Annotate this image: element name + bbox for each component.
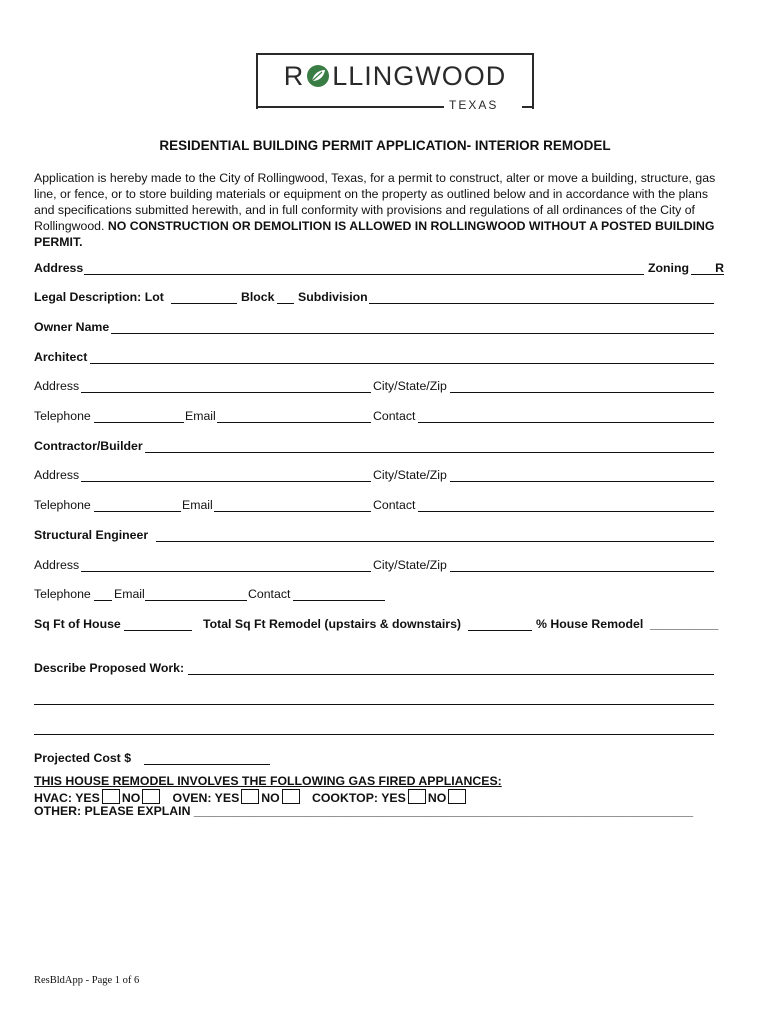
contractor-email-field[interactable]: [214, 498, 371, 512]
other-field[interactable]: _________________________________________________________________________: [193, 804, 694, 818]
engineer-contact-row: [34, 587, 434, 603]
engineer-address-row: [34, 558, 714, 574]
legal-row: [34, 290, 714, 306]
intro-warning: NO CONSTRUCTION OR DEMOLITION IS ALLOWED IN ROLLINGWOOD WITHOUT A POSTED BUILDING PERMIT.: [34, 219, 715, 249]
contractor-telephone-label: Telephone: [34, 498, 91, 512]
gas-options-row: [34, 789, 468, 805]
architect-address-row: [34, 379, 714, 395]
describe-line-2[interactable]: [34, 704, 714, 705]
architect-city-label: City/State/Zip: [373, 379, 447, 393]
architect-email-label: Email: [185, 409, 216, 423]
total-sqft-field[interactable]: [468, 617, 532, 631]
contractor-contact-row: [34, 498, 714, 514]
engineer-contact-field[interactable]: [293, 587, 385, 601]
architect-row: [34, 350, 714, 366]
block-label: Block: [241, 290, 275, 304]
engineer-city-field[interactable]: [450, 558, 714, 572]
engineer-telephone-label: Telephone: [34, 587, 91, 601]
architect-city-field[interactable]: [450, 379, 714, 393]
contractor-telephone-field[interactable]: [94, 498, 181, 512]
architect-contact-label: Contact: [373, 409, 416, 423]
legal-lot-label: Legal Description: Lot: [34, 290, 164, 304]
engineer-row: [34, 528, 714, 544]
page-title: RESIDENTIAL BUILDING PERMIT APPLICATION- INTERIOR REMODEL: [159, 138, 611, 153]
logo-baseline: [248, 98, 534, 112]
hvac-no-label: NO: [121, 791, 141, 805]
oven-no-checkbox[interactable]: [282, 789, 300, 804]
intro-text: Application is hereby made to the City of Rollingwood, Texas, for a permit to construct, alter or move a building, structure, gas line, or fence, or to store building materials or equipment on the property as outlined below and in accordance with the plans and specifications submitted herewith, and in full conformity with provisions and regulations of all ordinances of the City of Rollingwood.: [34, 171, 716, 233]
hvac-no-checkbox[interactable]: [142, 789, 160, 804]
contractor-address-field[interactable]: [81, 468, 371, 482]
engineer-email-field[interactable]: [145, 587, 247, 601]
cooktop-no-checkbox[interactable]: [448, 789, 466, 804]
engineer-email-label: Email: [114, 587, 145, 601]
engineer-contact-label: Contact: [248, 587, 291, 601]
sqft-row: [34, 617, 724, 633]
describe-label: Describe Proposed Work:: [34, 661, 185, 675]
architect-contact-row: [34, 409, 714, 425]
leaf-icon: [305, 64, 331, 88]
oven-no-label: NO: [261, 791, 280, 805]
contractor-contact-field[interactable]: [418, 498, 714, 512]
contractor-label: Contractor/Builder: [34, 439, 143, 453]
engineer-telephone-field[interactable]: [94, 587, 112, 601]
cost-field[interactable]: [144, 751, 270, 765]
owner-row: [34, 320, 714, 336]
engineer-field[interactable]: [156, 528, 714, 542]
oven-yes-checkbox[interactable]: [241, 789, 259, 804]
total-sqft-label: Total Sq Ft Remodel (upstairs & downstairs): [203, 617, 462, 631]
cooktop-no-label: NO: [427, 791, 447, 805]
cost-label: Projected Cost $: [34, 751, 132, 765]
zoning-label: Zoning: [648, 261, 689, 275]
address-label: Address: [34, 261, 84, 275]
contractor-row: [34, 439, 714, 455]
address-field[interactable]: [84, 261, 644, 275]
pct-field[interactable]: __________: [650, 617, 719, 631]
block-field[interactable]: [277, 290, 294, 304]
cooktop-yes-checkbox[interactable]: [408, 789, 426, 804]
architect-field[interactable]: [90, 350, 714, 364]
subdivision-label: Subdivision: [298, 290, 368, 304]
contractor-contact-label: Contact: [373, 498, 416, 512]
sqft-field[interactable]: [124, 617, 192, 631]
cost-row: [34, 751, 274, 767]
page-footer: ResBldApp - Page 1 of 6: [34, 975, 140, 986]
contractor-address-row: [34, 468, 714, 484]
architect-telephone-label: Telephone: [34, 409, 91, 423]
hvac-yes-label: HVAC: YES: [34, 791, 100, 805]
zoning-value: R: [715, 261, 724, 275]
address-row: [34, 261, 724, 277]
contractor-city-label: City/State/Zip: [373, 468, 447, 482]
other-label: OTHER: PLEASE EXPLAIN: [34, 804, 191, 818]
engineer-label: Structural Engineer: [34, 528, 149, 542]
owner-field[interactable]: [111, 320, 714, 334]
architect-address-field[interactable]: [81, 379, 371, 393]
engineer-city-label: City/State/Zip: [373, 558, 447, 572]
cooktop-yes-label: COOKTOP: YES: [311, 791, 406, 805]
describe-row: [34, 661, 714, 677]
architect-address-label: Address: [34, 379, 80, 393]
logo-letter-r: R: [283, 61, 305, 91]
engineer-address-label: Address: [34, 558, 80, 572]
hvac-yes-checkbox[interactable]: [102, 789, 120, 804]
subdivision-field[interactable]: [369, 290, 714, 304]
engineer-address-field[interactable]: [81, 558, 371, 572]
sqft-label: Sq Ft of House: [34, 617, 121, 631]
intro-paragraph: [34, 170, 724, 250]
architect-label: Architect: [34, 350, 88, 364]
describe-line-3[interactable]: [34, 734, 714, 735]
gas-heading: THIS HOUSE REMODEL INVOLVES THE FOLLOWING GAS FIRED APPLIANCES:: [34, 774, 502, 788]
architect-contact-field[interactable]: [418, 409, 714, 423]
zoning-field[interactable]: [691, 261, 724, 275]
architect-email-field[interactable]: [217, 409, 371, 423]
oven-yes-label: OVEN: YES: [172, 791, 240, 805]
describe-field[interactable]: [188, 661, 714, 675]
contractor-email-label: Email: [182, 498, 213, 512]
owner-label: Owner Name: [34, 320, 110, 334]
logo-subtitle: TEXAS: [449, 98, 499, 112]
contractor-field[interactable]: [145, 439, 714, 453]
contractor-city-field[interactable]: [450, 468, 714, 482]
other-row: [34, 804, 693, 818]
logo-letters: LLINGWOOD: [332, 61, 507, 91]
pct-label: % House Remodel: [536, 617, 644, 631]
architect-telephone-field[interactable]: [94, 409, 184, 423]
logo-wordmark: [258, 61, 532, 92]
contractor-address-label: Address: [34, 468, 80, 482]
lot-field[interactable]: [171, 290, 237, 304]
